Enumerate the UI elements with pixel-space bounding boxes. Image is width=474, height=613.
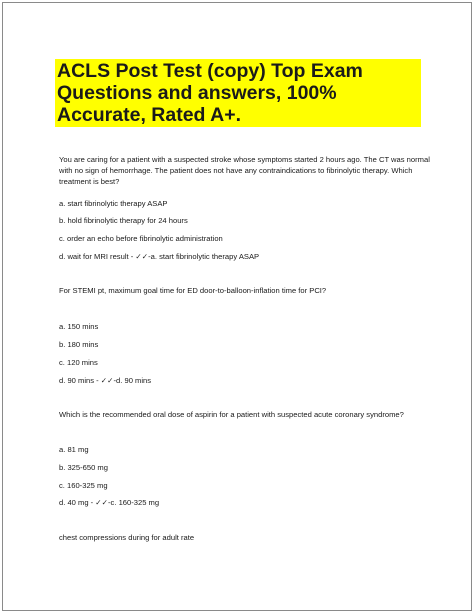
question-3-option-b: b. 325-650 mg	[59, 463, 108, 472]
question-2-stem: For STEMI pt, maximum goal time for ED door-to-balloon-inflation time for PCI?	[59, 286, 327, 295]
question-1-option-b: b. hold fibrinolytic therapy for 24 hours	[59, 216, 188, 225]
question-3-stem: Which is the recommended oral dose of aspirin for a patient with suspected acute coronary syndrome?	[59, 410, 404, 419]
question-2-option-c: c. 120 mins	[59, 358, 98, 367]
document-title: ACLS Post Test (copy) Top Exam Questions and answers, 100% Accurate, Rated A+.	[57, 60, 363, 126]
question-3-option-c: c. 160-325 mg	[59, 481, 108, 490]
question-4-stem: chest compressions during for adult rate	[59, 533, 195, 542]
question-1-stem: You are caring for a patient with a suspected stroke whose symptoms started 2 hours ago. The CT was normal with no sign of hemorrhage. The patient does not have any contraindications to fibrinolytic therapy. Which treatment is best?	[59, 155, 430, 186]
question-1-option-c: c. order an echo before fibrinolytic administration	[59, 234, 223, 243]
question-1-option-d: d. wait for MRI result - ✓✓-a. start fibrinolytic therapy ASAP	[59, 252, 260, 261]
document-page	[2, 2, 472, 611]
title-highlight	[55, 59, 421, 127]
question-2-option-d: d. 90 mins - ✓✓-d. 90 mins	[59, 376, 152, 385]
question-3-option-d: d. 40 mg - ✓✓-c. 160-325 mg	[59, 498, 160, 507]
question-2-option-b: b. 180 mins	[59, 340, 99, 349]
question-2-option-a: a. 150 mins	[59, 322, 99, 331]
question-1-option-a: a. start fibrinolytic therapy ASAP	[59, 199, 168, 208]
question-3-option-a: a. 81 mg	[59, 445, 89, 454]
